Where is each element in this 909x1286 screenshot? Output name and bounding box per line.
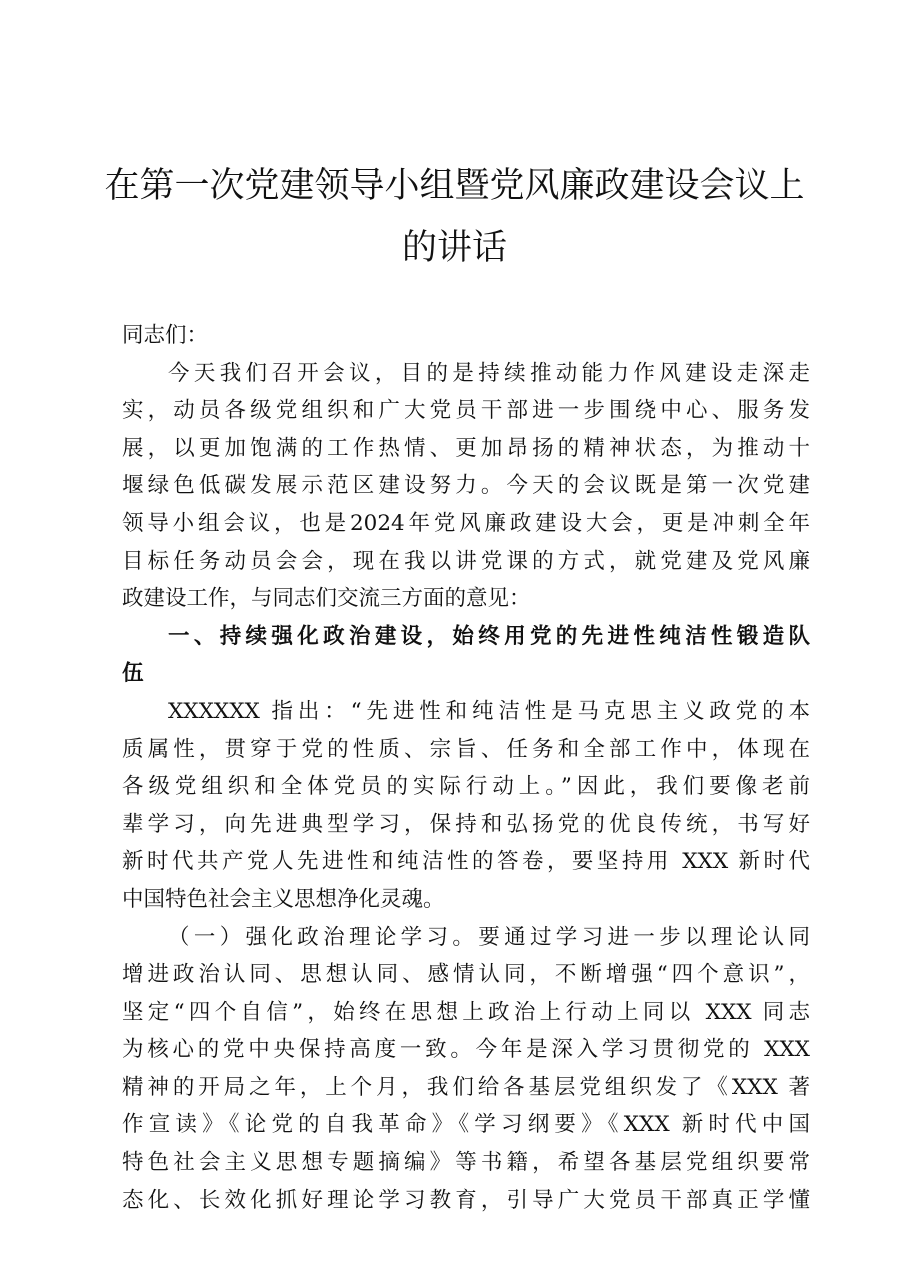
paragraph-line: 展，以更加饱满的工作热情、更加昂扬的精神状态，为推动十 <box>122 435 810 461</box>
paragraph-line: 作宣读》《论党的自我革命》《学习纲要》《XXX 新时代中国 <box>122 1112 810 1138</box>
paragraph-line: 坚定“四个自信”，始终在思想上政治上行动上同以 XXX 同志 <box>122 999 810 1025</box>
document-body <box>122 317 810 1219</box>
document-title <box>100 155 809 279</box>
paragraph-line: 为核心的党中央保持高度一致。今年是深入学习贯彻党的 XXX <box>122 1037 810 1063</box>
paragraph-line: 态化、长效化抓好理论学习教育，引导广大党员干部真正学懂 <box>122 1187 810 1213</box>
paragraph-line: 堰绿色低碳发展示范区建设努力。今天的会议既是第一次党建 <box>122 473 810 499</box>
heading-line: 伍 <box>122 661 144 687</box>
paragraph-line: 实，动员各级党组织和广大党员干部进一步围绕中心、服务发 <box>122 398 810 424</box>
paragraph-line: 精神的开局之年，上个月，我们给各基层党组织发了《XXX 著 <box>122 1074 810 1100</box>
title-line: 在第一次党建领导小组暨党风廉政建设会议上 <box>104 166 805 206</box>
paragraph-line: 辈学习，向先进典型学习，保持和弘扬党的优良传统，书写好 <box>122 811 810 837</box>
paragraph-quote <box>122 693 810 919</box>
paragraph-line: 质属性，贯穿于党的性质、宗旨、任务和全部工作中，体现在 <box>122 736 810 762</box>
paragraph-line: 目标任务动员会会，现在我以讲党课的方式，就党建及党风廉 <box>122 548 810 574</box>
paragraph-line: 领导小组会议，也是2024年党风廉政建设大会，更是冲刺全年 <box>122 510 810 536</box>
paragraph-line: 今天我们召开会议，目的是持续推动能力作风建设走深走 <box>168 360 810 386</box>
paragraph-line: 政建设工作，与同志们交流三方面的意见： <box>122 586 531 612</box>
paragraph-theory-study <box>122 919 810 1220</box>
section-heading <box>122 618 810 693</box>
paragraph-line: 中国特色社会主义思想净化灵魂。 <box>122 886 445 912</box>
title-line: 的讲话 <box>401 228 507 268</box>
paragraph-line: 特色社会主义思想专题摘编》等书籍，希望各基层党组织要常 <box>122 1150 810 1176</box>
paragraph-line: 新时代共产党人先进性和纯洁性的答卷，要坚持用 XXX 新时代 <box>122 849 810 875</box>
paragraph-line: 增进政治认同、思想认同、感情认同，不断增强“四个意识”， <box>122 962 810 988</box>
paragraph-line: （一）强化政治理论学习。要通过学习进一步以理论认同 <box>168 924 810 950</box>
paragraph-line: XXXXXX 指出：“先进性和纯洁性是马克思主义政党的本 <box>168 698 810 724</box>
heading-line: 一、持续强化政治建设，始终用党的先进性纯洁性锻造队 <box>168 623 810 649</box>
paragraph-line: 各级党组织和全体党员的实际行动上。”因此，我们要像老前 <box>122 774 810 800</box>
salutation: 同志们： <box>122 323 209 348</box>
paragraph-intro <box>122 355 810 618</box>
